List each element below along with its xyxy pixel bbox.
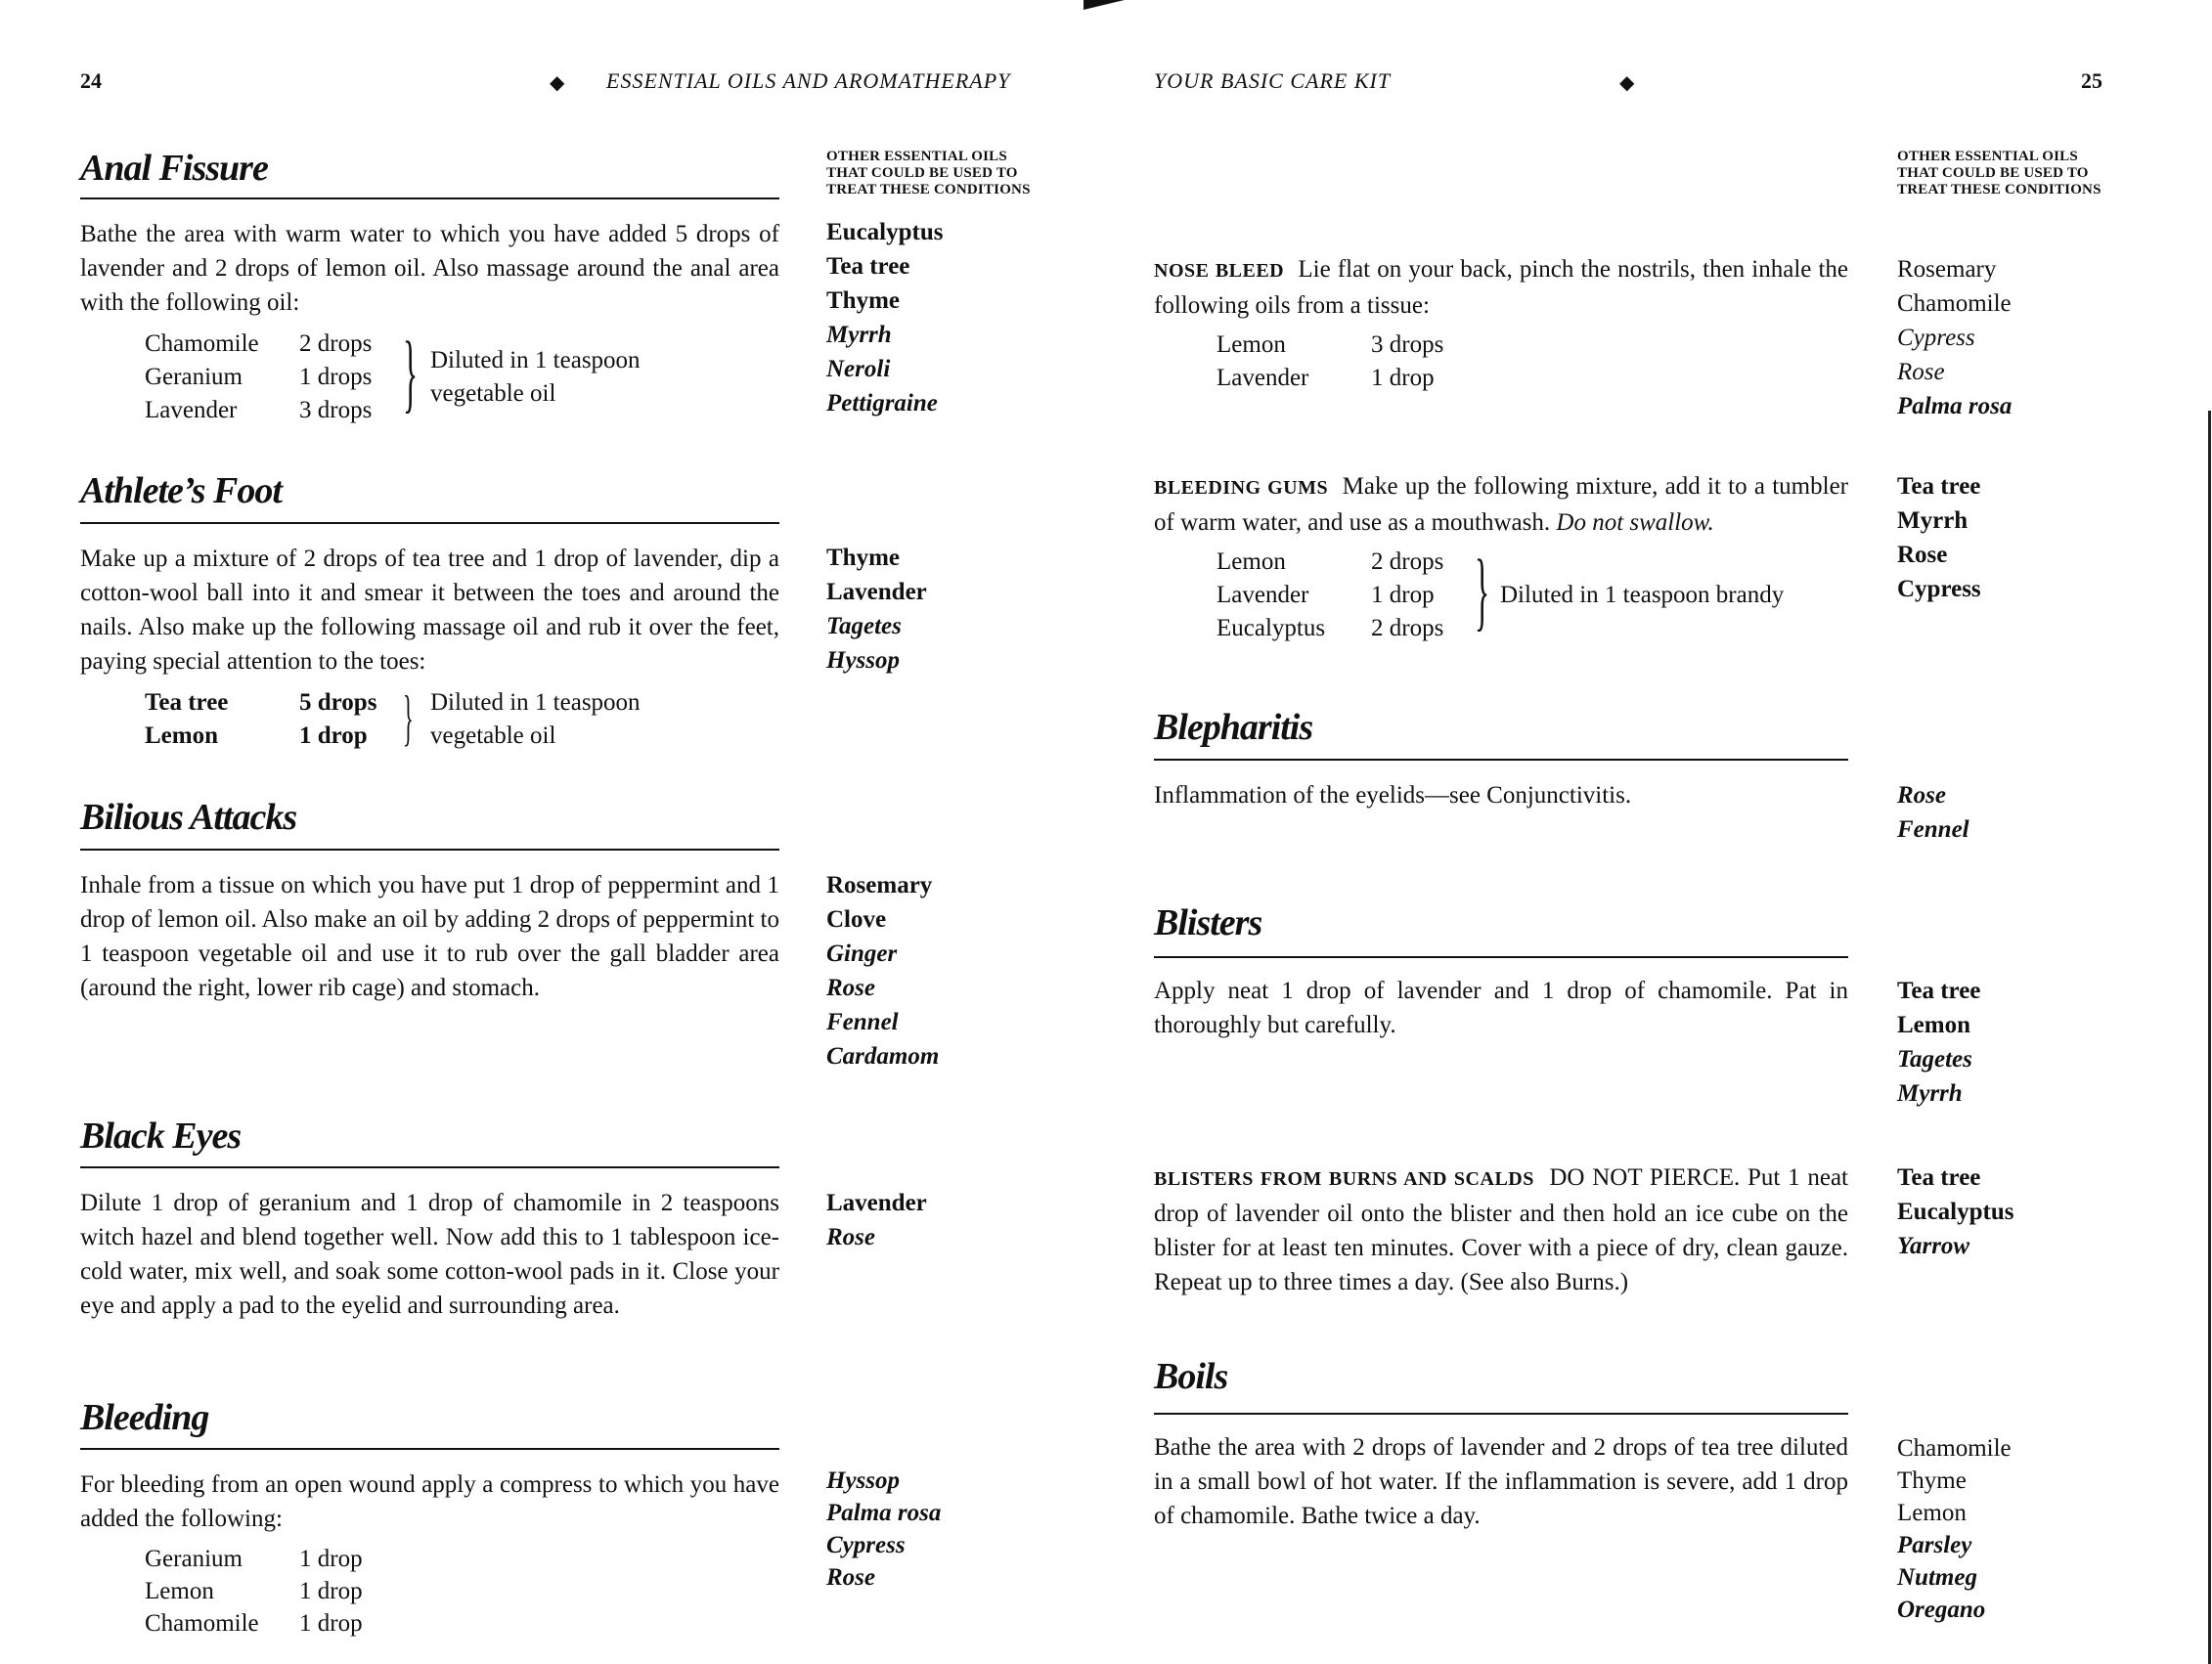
other-oil: Lavender — [826, 1190, 927, 1216]
recipe-amount: 1 drops — [299, 364, 373, 390]
other-oil: Rose — [826, 1224, 875, 1250]
other-oils-list — [826, 541, 927, 678]
other-oil: Oregano — [1897, 1597, 1986, 1623]
other-oils-list — [1897, 974, 1980, 1111]
other-oils-list — [1897, 252, 2012, 423]
nose-bleed-paragraph — [1154, 252, 1848, 323]
other-oil: Ginger — [826, 941, 898, 967]
nose-bleed-text: Lie flat on your back, pinch the nostrils, then inhale the following oils from a tissue: — [1154, 256, 1849, 319]
athletes-foot-recipe — [145, 686, 415, 753]
section-rule — [80, 197, 779, 199]
section-title-blepharitis: Blepharitis — [1154, 707, 1313, 748]
bilious-attacks-text: Inhale from a tissue on which you have put 1 drop of peppermint and 1 drop of lemon oil. Also make an oil by adding 2 drops of peppermint to 1 teaspoon vegetable oil and use it to rub over the gall bladder area (around the right, lower rib cage) and stomach. — [80, 872, 779, 1001]
dilution-line: Diluted in 1 teaspoon brandy — [1500, 582, 1785, 608]
other-oil: Pettigraine — [826, 390, 938, 416]
recipe-amount: 1 drop — [1371, 365, 1435, 391]
section-rule — [80, 522, 779, 524]
dilution-line: vegetable oil — [430, 380, 556, 407]
other-oils-list — [1897, 469, 1981, 606]
page-number-right: 25 — [2081, 68, 2102, 93]
other-oil: Eucalyptus — [1897, 1199, 2014, 1225]
blisters-burns-paragraph — [1154, 1160, 1848, 1299]
section-title-boils: Boils — [1154, 1356, 1228, 1397]
other-oils-list — [1897, 1160, 2013, 1263]
sidebar-heading-right: OTHER ESSENTIAL OILS THAT COULD BE USED TO TREAT THESE CONDITIONS — [1897, 149, 2101, 197]
section-title-bleeding: Bleeding — [80, 1397, 209, 1438]
bleeding-gums-label: BLEEDING GUMS — [1154, 477, 1329, 499]
blisters-burns-text: DO NOT PIERCE. Put 1 neat drop of lavender oil onto the blister and then hold an ice cube on the blister for at least ten minutes. Cover with a piece of dry, clean gauze. Repeat up to three times a day. (See also Burns.) — [1154, 1164, 1848, 1295]
other-oil: Myrrh — [826, 322, 892, 348]
other-oil: Rose — [1897, 782, 1946, 809]
running-head-right: YOUR BASIC CARE KIT — [1154, 68, 1392, 93]
anal-fissure-recipe — [145, 328, 415, 427]
other-oil: Cypress — [826, 1532, 906, 1558]
blisters-text: Apply neat 1 drop of lavender and 1 drop of chamomile. Pat in thoroughly but carefully. — [1154, 978, 1848, 1038]
recipe-amount: 3 drops — [299, 397, 373, 423]
section-rule — [1154, 759, 1848, 761]
section-title-black-eyes: Black Eyes — [80, 1116, 242, 1157]
recipe-oil: Eucalyptus — [1217, 615, 1326, 641]
section-rule — [80, 1166, 779, 1168]
other-oil: Rose — [826, 975, 875, 1001]
other-oil: Tea tree — [826, 253, 910, 280]
other-oil: Parsley — [1897, 1532, 1972, 1558]
recipe-amount: 2 drops — [1371, 548, 1444, 575]
other-oil: Cypress — [1897, 325, 1975, 351]
sidebar-heading-left: OTHER ESSENTIAL OILS THAT COULD BE USED TO TREAT THESE CONDITIONS — [826, 149, 1031, 197]
other-oil: Hyssop — [826, 1467, 900, 1494]
other-oils-list — [826, 1186, 927, 1254]
recipe-oil: Lemon — [145, 1578, 214, 1604]
other-oils-list — [1897, 1432, 2012, 1626]
other-oil: Palma rosa — [1897, 393, 2013, 419]
section-rule — [1154, 956, 1848, 958]
other-oil: Neroli — [826, 356, 891, 382]
scan-edge — [2208, 411, 2211, 1664]
other-oil: Tagetes — [1897, 1046, 1972, 1073]
diamond-ornament: ◆ — [550, 72, 565, 94]
recipe-amount: 1 drop — [299, 1546, 363, 1572]
other-oil: Thyme — [826, 545, 900, 571]
other-oil: Lemon — [1897, 1012, 1970, 1038]
other-oil: Palma rosa — [826, 1500, 942, 1526]
blisters-burns-label: BLISTERS FROM BURNS AND SCALDS — [1154, 1168, 1534, 1190]
other-oil: Hyssop — [826, 647, 900, 674]
recipe-amount: 1 drop — [1371, 582, 1435, 608]
recipe-oil: Lavender — [145, 397, 238, 423]
other-oil: Tea tree — [1897, 473, 1981, 500]
nose-bleed-recipe — [1217, 328, 1486, 395]
recipe-oil: Chamomile — [145, 330, 259, 357]
nose-bleed-label: NOSE BLEED — [1154, 260, 1285, 282]
recipe-amount: 1 drop — [299, 1578, 363, 1604]
other-oil: Rose — [1897, 359, 1945, 385]
bleeding-text: For bleeding from an open wound apply a compress to which you have added the following: — [80, 1471, 779, 1532]
other-oil: Fennel — [826, 1009, 899, 1035]
recipe-amount: 2 drops — [1371, 615, 1444, 641]
other-oil: Thyme — [826, 287, 900, 314]
other-oil: Thyme — [1897, 1467, 1967, 1494]
recipe-oil: Lemon — [1217, 331, 1286, 358]
other-oils-list — [826, 1465, 941, 1594]
other-oil: Tea tree — [1897, 1164, 1981, 1191]
athletes-foot-text: Make up a mixture of 2 drops of tea tree and 1 drop of lavender, dip a cotton-wool ball into it and smear it between the toes and around the nails. Also make up the following massage oil and rub it over the feet, paying special attention to the toes: — [80, 546, 779, 675]
recipe-oil: Lemon — [1217, 548, 1286, 575]
other-oil: Clove — [826, 906, 887, 933]
section-title-blisters: Blisters — [1154, 902, 1262, 943]
bleeding-gums-recipe — [1217, 546, 1486, 645]
recipe-oil: Lavender — [1217, 582, 1309, 608]
bleeding-gums-text: Make up the following mixture, add it to a tumbler of warm water, and use as a mouthwash. — [1154, 473, 1848, 536]
recipe-oil: Geranium — [145, 364, 243, 390]
other-oil: Rosemary — [1897, 256, 1997, 283]
blepharitis-text: Inflammation of the eyelids—see Conjunctivitis. — [1154, 782, 1632, 809]
recipe-amount: 5 drops — [299, 689, 377, 716]
section-title-anal-fissure: Anal Fissure — [80, 148, 268, 189]
recipe-oil: Geranium — [145, 1546, 243, 1572]
recipe-amount: 3 drops — [1371, 331, 1444, 358]
bleeding-gums-paragraph — [1154, 469, 1848, 540]
recipe-oil: Lemon — [145, 723, 218, 749]
section-rule — [80, 849, 779, 851]
other-oil: Nutmeg — [1897, 1564, 1977, 1591]
diamond-ornament: ◆ — [1619, 72, 1635, 94]
other-oil: Fennel — [1897, 816, 1969, 843]
black-eyes-text: Dilute 1 drop of geranium and 1 drop of chamomile in 2 teaspoons witch hazel and blend together well. Now add this to 1 tablespoon ice-cold water, mix well, and soak some cotton-wool pads in it. Close your eye and apply a pad to the eyelid and surrounding area. — [80, 1190, 779, 1319]
other-oil: Yarrow — [1897, 1233, 1970, 1259]
running-head-left: ESSENTIAL OILS AND AROMATHERAPY — [606, 68, 1011, 93]
other-oil: Chamomile — [1897, 1435, 2012, 1462]
section-rule — [1154, 1413, 1848, 1415]
anal-fissure-text: Bathe the area with warm water to which you have added 5 drops of lavender and 2 drops of lemon oil. Also massage around the anal area with the following oil: — [80, 221, 779, 316]
other-oil: Rose — [826, 1564, 875, 1591]
other-oil: Lavender — [826, 579, 927, 605]
brace-icon: } — [403, 682, 414, 752]
recipe-amount: 2 drops — [299, 330, 373, 357]
dilution-line: vegetable oil — [430, 723, 556, 749]
other-oil: Eucalyptus — [826, 219, 944, 245]
brace-icon: } — [1475, 543, 1490, 639]
other-oil: Chamomile — [1897, 290, 2012, 317]
recipe-amount: 1 drop — [299, 723, 368, 749]
boils-text: Bathe the area with 2 drops of lavender and 2 drops of tea tree diluted in a small bowl of hot water. If the inflammation is severe, add 1 drop of chamomile. Bathe twice a day. — [1154, 1434, 1848, 1529]
bleeding-gums-emphasis: Do not swallow. — [1556, 509, 1714, 536]
bleeding-recipe — [145, 1543, 415, 1640]
other-oils-list — [826, 868, 939, 1073]
other-oils-list — [826, 215, 943, 420]
page-number-left: 24 — [80, 68, 102, 93]
dilution-line: Diluted in 1 teaspoon — [430, 689, 641, 716]
section-title-bilious-attacks: Bilious Attacks — [80, 797, 297, 838]
recipe-oil: Chamomile — [145, 1610, 259, 1637]
dilution-line: Diluted in 1 teaspoon — [430, 347, 641, 373]
other-oil: Rose — [1897, 542, 1948, 568]
other-oil: Cardamom — [826, 1043, 940, 1070]
recipe-oil: Tea tree — [145, 689, 229, 716]
other-oil: Rosemary — [826, 872, 933, 898]
other-oil: Lemon — [1897, 1500, 1967, 1526]
recipe-amount: 1 drop — [299, 1610, 363, 1637]
other-oil: Myrrh — [1897, 1080, 1963, 1107]
section-rule — [80, 1448, 779, 1450]
other-oil: Tea tree — [1897, 978, 1981, 1004]
other-oil: Tagetes — [826, 613, 902, 639]
brace-icon: } — [403, 325, 419, 421]
spine-mark — [1084, 0, 1125, 10]
other-oil: Myrrh — [1897, 507, 1969, 534]
other-oils-list — [1897, 778, 1969, 847]
section-title-athletes-foot: Athlete’s Foot — [80, 470, 282, 511]
other-oil: Cypress — [1897, 576, 1981, 602]
recipe-oil: Lavender — [1217, 365, 1309, 391]
